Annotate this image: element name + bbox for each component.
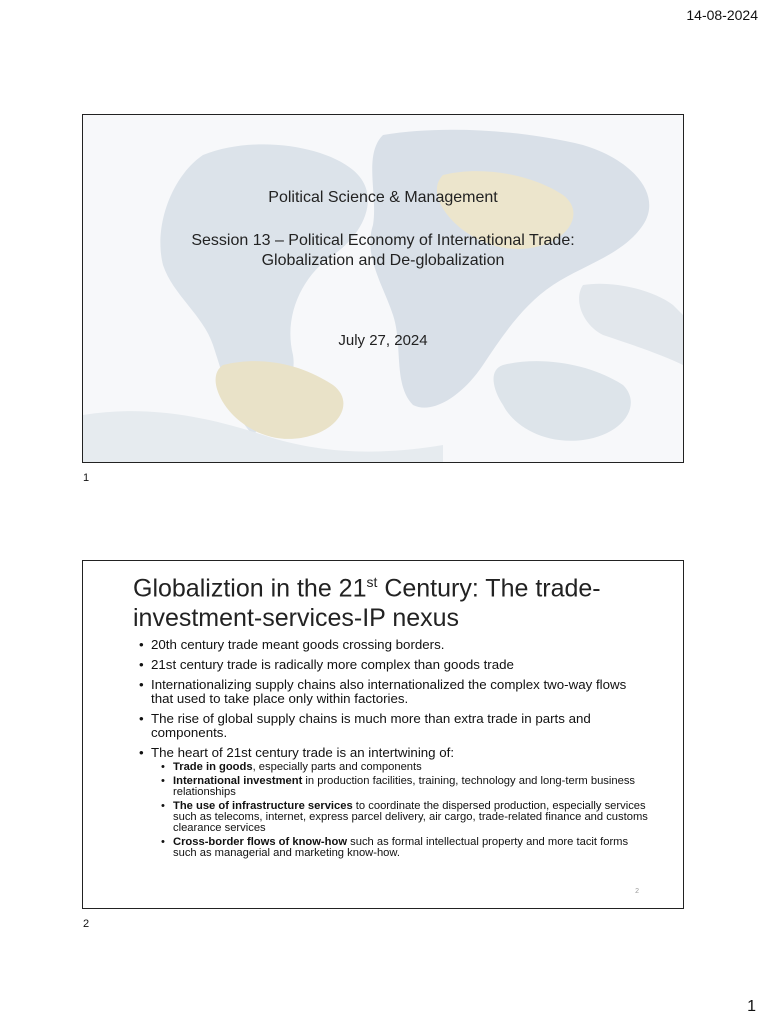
sub-bullet-text: , especially parts and components [252, 761, 422, 773]
bullet-text: The heart of 21st century trade is an intertwining of: [151, 745, 455, 760]
slide-corner-number: 2 [635, 888, 639, 895]
slide-2 [82, 560, 684, 909]
sub-bullet-text: to coordinate the dispersed production, especially services such as telecoms, internet, express parcel delivery, air cargo, trade-related finance and customs clearance services [173, 800, 648, 834]
bullet-item: • 20th century trade meant goods crossing borders. [139, 638, 649, 652]
slide-2-body [139, 638, 649, 865]
title-part-1: Globaliztion in the 21 [133, 574, 367, 603]
sub-bullet-item [161, 801, 649, 834]
title-superscript: st [366, 574, 378, 590]
bullet-item: • Internationalizing supply chains also internationalized the complex two-way flows that used to take place only within factories. [139, 678, 649, 706]
bullet-item: • 21st century trade is radically more complex than goods trade [139, 658, 649, 672]
sub-bullet-bold: Cross-border flows of know-how [173, 836, 348, 848]
sub-bullet-item [161, 837, 649, 859]
slide-2-title [133, 567, 653, 633]
session-title-line-2: Globalization and De-globalization [261, 252, 505, 269]
slide-1 [82, 114, 684, 463]
sub-bullet-text: in production facilities, training, technology and long-term business relationships [173, 775, 636, 798]
session-title-line-1: Session 13 – Political Economy of International Trade: [191, 232, 575, 249]
bullet-item: • The rise of global supply chains is much more than extra trade in parts and components. [139, 712, 649, 740]
header-date: 14-08-2024 [686, 7, 758, 23]
page-number: 1 [747, 998, 756, 1015]
sub-bullet-item [161, 762, 649, 773]
bullet-item-with-sublist [139, 746, 649, 859]
sub-bullet-bold: Trade in goods [173, 761, 253, 773]
slide-number-1: 1 [83, 472, 90, 484]
sub-bullet-item [161, 776, 649, 798]
session-title [83, 231, 683, 271]
course-title: Political Science & Management [268, 189, 498, 206]
slide-number-2: 2 [83, 918, 90, 930]
title-part-2: Century: The trade-investment-services-IP nexus [133, 574, 601, 633]
sub-bullet-bold: International investment [173, 775, 303, 787]
sub-bullet-bold: The use of infrastructure services [173, 800, 353, 812]
session-date: July 27, 2024 [338, 332, 428, 349]
sub-bullet-text: such as formal intellectual property and more tacit forms such as managerial and marketing know-how. [173, 836, 629, 859]
